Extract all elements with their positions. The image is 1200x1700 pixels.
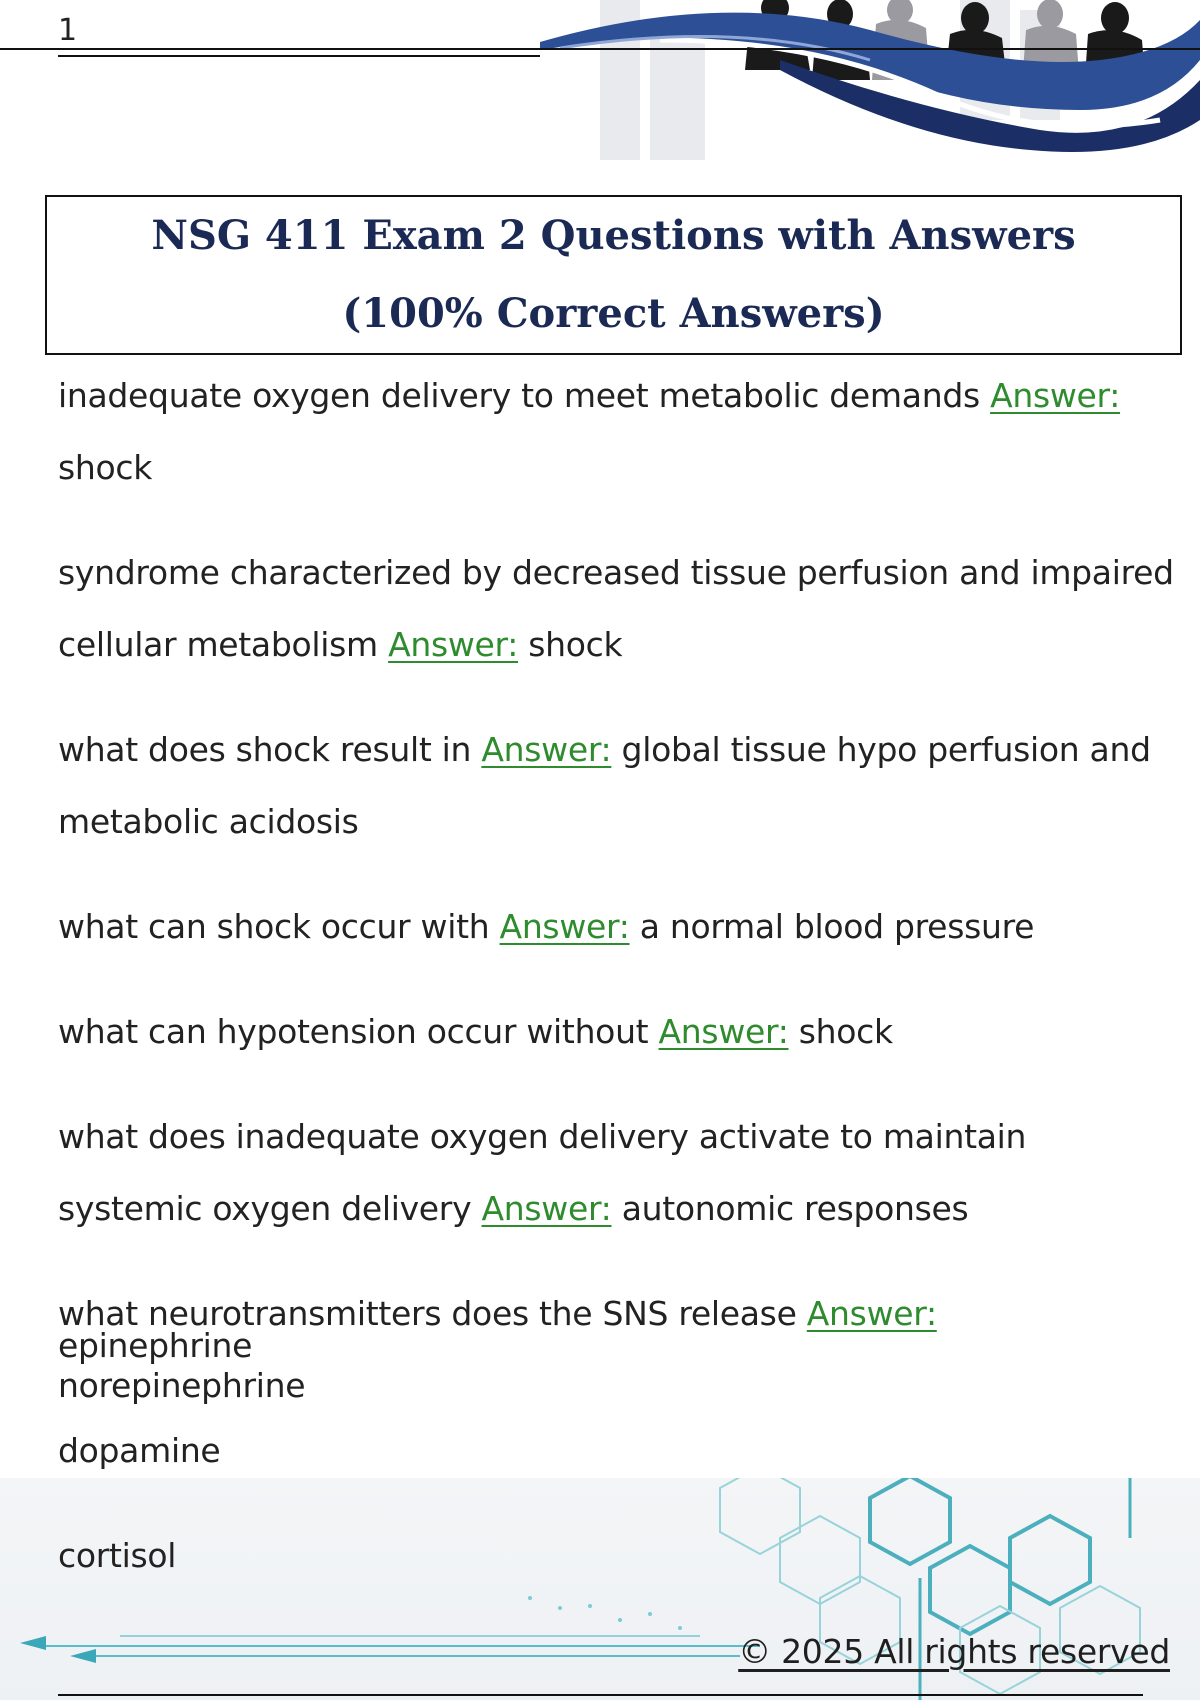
question-text: what does inadequate oxygen delivery activate to maintain systemic oxygen delivery (58, 1117, 1027, 1228)
qa-list (58, 360, 1178, 1455)
answer-text: shock (798, 1012, 893, 1051)
qa-item (58, 714, 1178, 858)
list-item: dopamine (58, 1431, 221, 1470)
answer-text: autonomic responses (621, 1189, 969, 1228)
question-text: what neurotransmitters does the SNS release (58, 1294, 797, 1333)
answer-text: global tissue hypo perfusion and metabolic acidosis (58, 730, 1151, 841)
question-text: what can hypotension occur without (58, 1012, 649, 1051)
answer-label: Answer: (481, 730, 612, 769)
list-item: cortisol (58, 1536, 177, 1575)
copyright-notice: © 2025 All rights reserved (738, 1632, 1170, 1671)
page-number: 1 (58, 13, 78, 48)
answer-text: norepinephrine (58, 1366, 306, 1405)
question-text: what does shock result in (58, 730, 472, 769)
qa-item (58, 891, 1178, 963)
header-underline (58, 55, 540, 57)
answer-text: a normal blood pressure (639, 907, 1035, 946)
answer-label: Answer: (806, 1294, 937, 1333)
document-title: NSG 411 Exam 2 Questions with Answers (100% Correct Answers) (151, 212, 1076, 337)
answer-label: Answer: (388, 625, 519, 664)
qa-item (58, 537, 1178, 681)
question-text: what can shock occur with (58, 907, 490, 946)
title-box (45, 195, 1182, 355)
header-rule (0, 48, 1200, 50)
question-text: syndrome characterized by decreased tissue perfusion and impaired cellular metabolism (58, 553, 1174, 664)
answer-label: Answer: (499, 907, 630, 946)
answer-label: Answer: (990, 376, 1121, 415)
answer-text: shock (58, 448, 153, 487)
footer-rule (58, 1694, 1143, 1696)
answer-text: shock (528, 625, 623, 664)
qa-item (58, 1101, 1178, 1245)
list-item: epinephrine (58, 1326, 253, 1365)
qa-item (58, 996, 1178, 1068)
answer-label: Answer: (481, 1189, 612, 1228)
question-text: inadequate oxygen delivery to meet metabolic demands (58, 376, 980, 415)
answer-label: Answer: (658, 1012, 789, 1051)
qa-item (58, 360, 1178, 504)
header-banner-image (540, 0, 1200, 160)
